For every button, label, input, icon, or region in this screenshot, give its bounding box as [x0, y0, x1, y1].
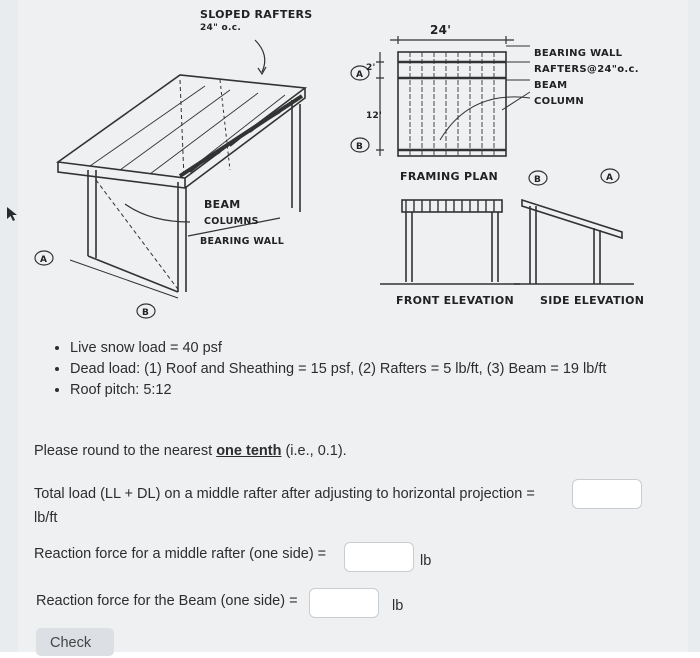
label-framing-plan: FRAMING PLAN [400, 170, 498, 183]
label-plan-rafters: RAFTERS@24"o.c. [534, 64, 639, 75]
label-dim-12: 12' [366, 111, 383, 121]
label-plan-bearing-wall: BEARING WALL [534, 48, 623, 59]
beam-reaction-input[interactable] [309, 588, 379, 618]
list-item: • Roof pitch: 5:12 [70, 380, 670, 400]
marker-b-iso: B [142, 308, 150, 318]
check-button[interactable]: Check [36, 628, 114, 656]
rafter-reaction-input[interactable] [344, 542, 414, 572]
framing-plan [398, 52, 506, 156]
label-beam: BEAM [204, 198, 241, 211]
question-2-unit: lb [420, 553, 432, 569]
beam-line [180, 96, 302, 176]
label-dim-2: 2' [366, 63, 376, 73]
marker-a-iso: A [40, 255, 48, 265]
label-columns: COLUMNS [204, 216, 259, 227]
engineering-drawing [30, 0, 670, 330]
marker-b-side: B [534, 175, 542, 185]
total-load-input[interactable] [572, 479, 642, 509]
question-1-unit: lb/ft [34, 510, 58, 526]
label-sloped-rafters: SLOPED RAFTERS [200, 8, 313, 21]
label-plan-column: COLUMN [534, 96, 585, 107]
instruction-suffix: (i.e., 0.1). [281, 443, 347, 459]
label-side-elevation: SIDE ELEVATION [540, 294, 645, 307]
label-plan-beam: BEAM [534, 80, 568, 91]
marker-a-side: A [606, 173, 614, 183]
rounding-instruction [34, 443, 347, 459]
mouse-cursor-icon [6, 206, 20, 222]
question-2-label: Reaction force for a middle rafter (one side) = [34, 546, 327, 562]
question-3-label: Reaction force for the Beam (one side) = [36, 593, 298, 609]
question-3-unit: lb [392, 598, 404, 614]
column-front [178, 182, 186, 292]
marker-a-plan: A [356, 70, 364, 80]
bearing-wall [88, 170, 178, 292]
instruction-emphasis: one tenth [216, 443, 282, 459]
column-back [292, 100, 300, 212]
label-front-elevation: FRONT ELEVATION [396, 294, 514, 307]
label-bearing-wall: BEARING WALL [200, 236, 285, 247]
question-1-label: Total load (LL + DL) on a middle rafter after adjusting to horizontal projection = [34, 486, 535, 502]
list-item: • Dead load: (1) Roof and Sheathing = 15 psf, (2) Rafters = 5 lb/ft, (3) Beam = 19 lb/ft [70, 359, 670, 379]
given-data-list [52, 338, 670, 401]
instruction-prefix: Please round to the nearest [34, 443, 217, 459]
marker-b-plan: B [356, 142, 364, 152]
label-plan-dim: 24' [430, 23, 452, 37]
label-rafter-spacing: 24" o.c. [200, 23, 242, 33]
list-item: • Live snow load = 40 psf [70, 338, 670, 358]
